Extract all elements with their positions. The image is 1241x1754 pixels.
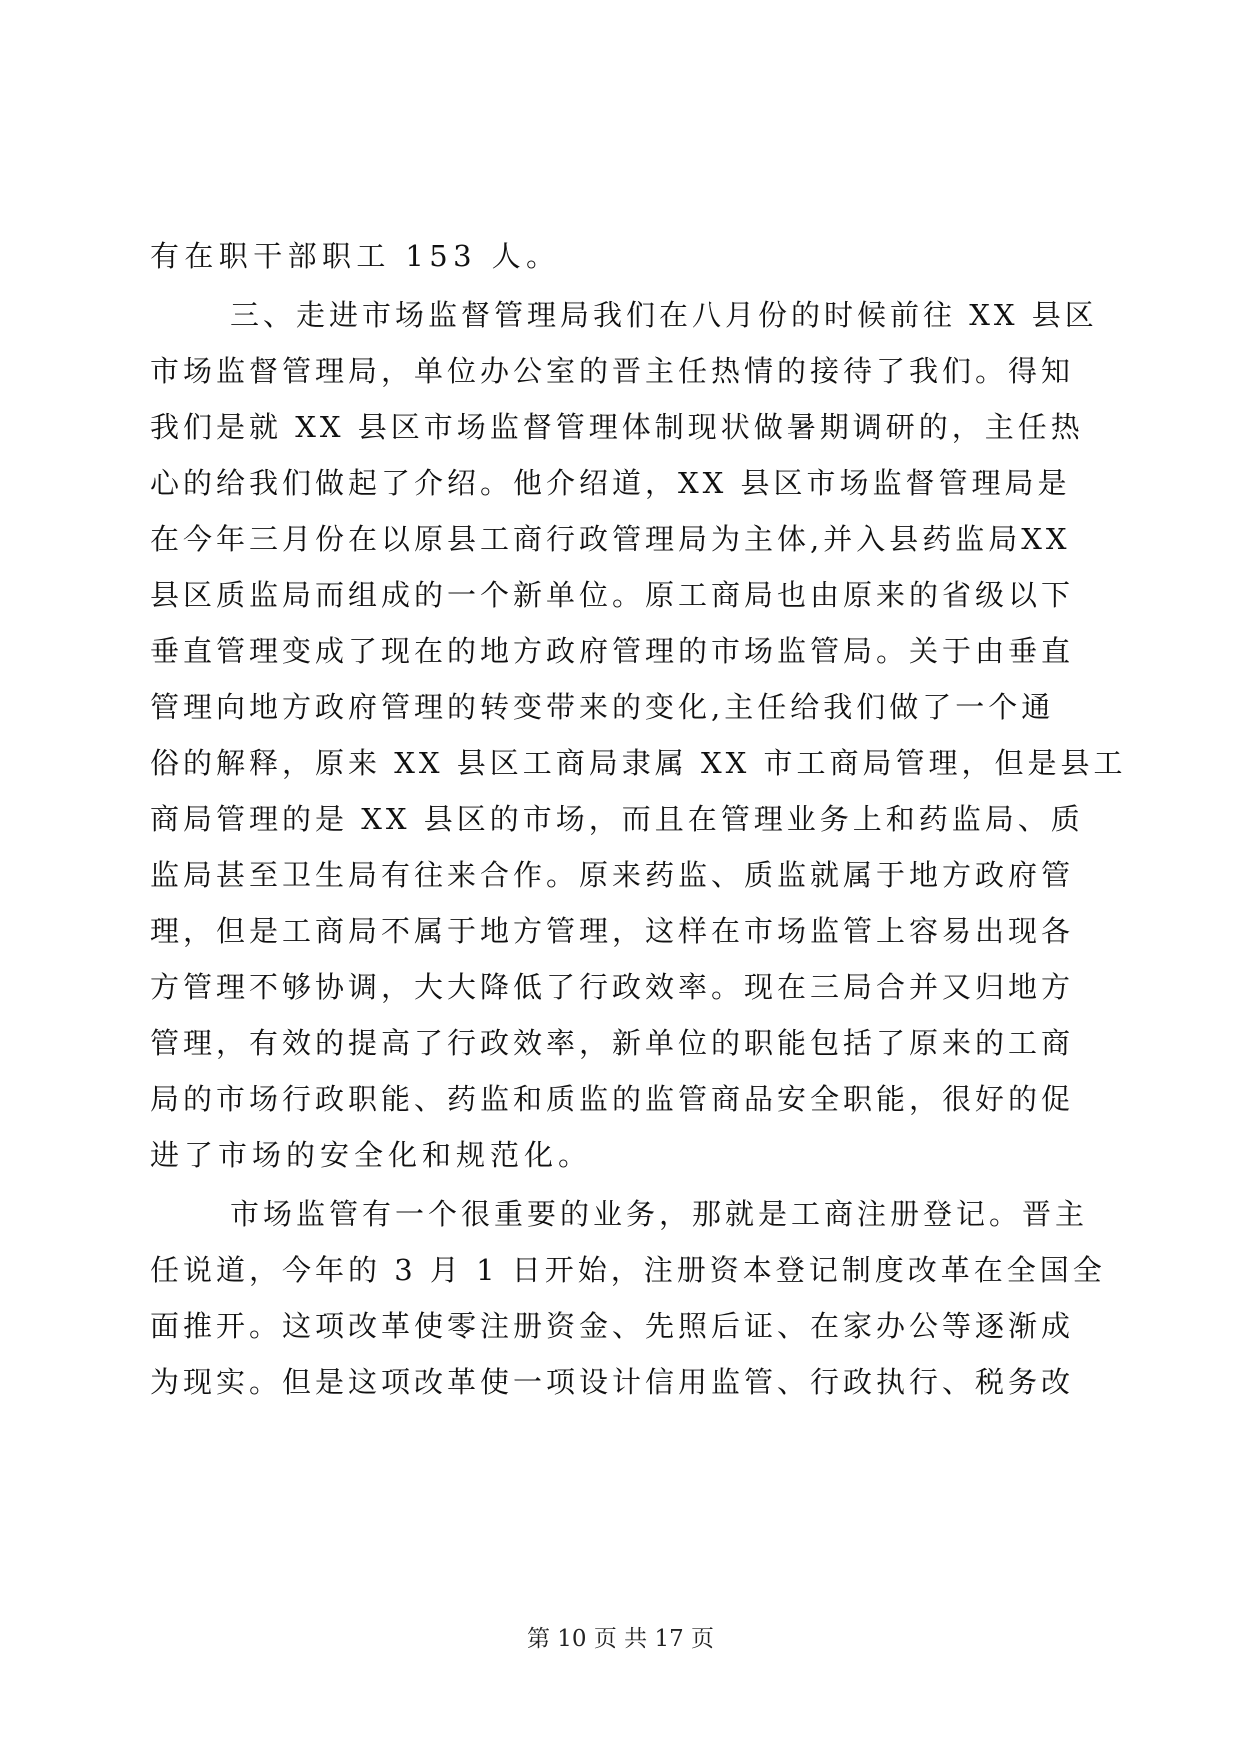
text-line: 我们是就 XX 县区市场监督管理体制现状做暑期调研的，主任热: [150, 410, 1084, 444]
text-line: 垂直管理变成了现在的地方政府管理的市场监管局。关于由垂直: [150, 634, 1075, 668]
text-line: 在今年三月份在以原县工商行政管理局为主体,并入县药监局XX: [150, 522, 1071, 556]
text-line: 任说道，今年的 3 月 1 日开始，注册资本登记制度改革在全国全: [150, 1253, 1106, 1287]
text-line: 管理，有效的提高了行政效率，新单位的职能包括了原来的工商: [150, 1026, 1075, 1060]
text-line: 县区质监局而组成的一个新单位。原工商局也由原来的省级以下: [150, 578, 1075, 612]
text-line: 市场监督管理局，单位办公室的晋主任热情的接待了我们。得知: [150, 354, 1075, 388]
text-line: 心的给我们做起了介绍。他介绍道，XX 县区市场监督管理局是: [150, 466, 1071, 500]
text-line: 理，但是工商局不属于地方管理，这样在市场监管上容易出现各: [150, 914, 1075, 948]
paragraph-first-line: 三、走进市场监督管理局我们在八月份的时候前往 XX 县区: [230, 298, 1098, 332]
text-line: 监局甚至卫生局有往来合作。原来药监、质监就属于地方政府管: [150, 858, 1075, 892]
text-line: 为现实。但是这项改革使一项设计信用监管、行政执行、税务改: [150, 1365, 1075, 1399]
paragraph-first-line: 市场监管有一个很重要的业务，那就是工商注册登记。晋主: [230, 1197, 1089, 1231]
document-body: [150, 228, 1127, 1410]
text-line: 商局管理的是 XX 县区的市场，而且在管理业务上和药监局、质: [150, 802, 1084, 836]
text-line: 管理向地方政府管理的转变带来的变化,主任给我们做了一个通: [150, 690, 1055, 724]
text-line: 方管理不够协调，大大降低了行政效率。现在三局合并又归地方: [150, 970, 1075, 1004]
page-number-footer: 第 10 页 共 17 页: [526, 1626, 715, 1652]
text-line: 有在职干部职工 153 人。: [150, 239, 561, 273]
text-line: 面推开。这项改革使零注册资金、先照后证、在家办公等逐渐成: [150, 1309, 1075, 1343]
text-line: 局的市场行政职能、药监和质监的监管商品安全职能，很好的促: [150, 1082, 1075, 1116]
text-line: 进了市场的安全化和规范化。: [150, 1138, 593, 1172]
text-line: 俗的解释，原来 XX 县区工商局隶属 XX 市工商局管理，但是县工: [150, 746, 1127, 780]
